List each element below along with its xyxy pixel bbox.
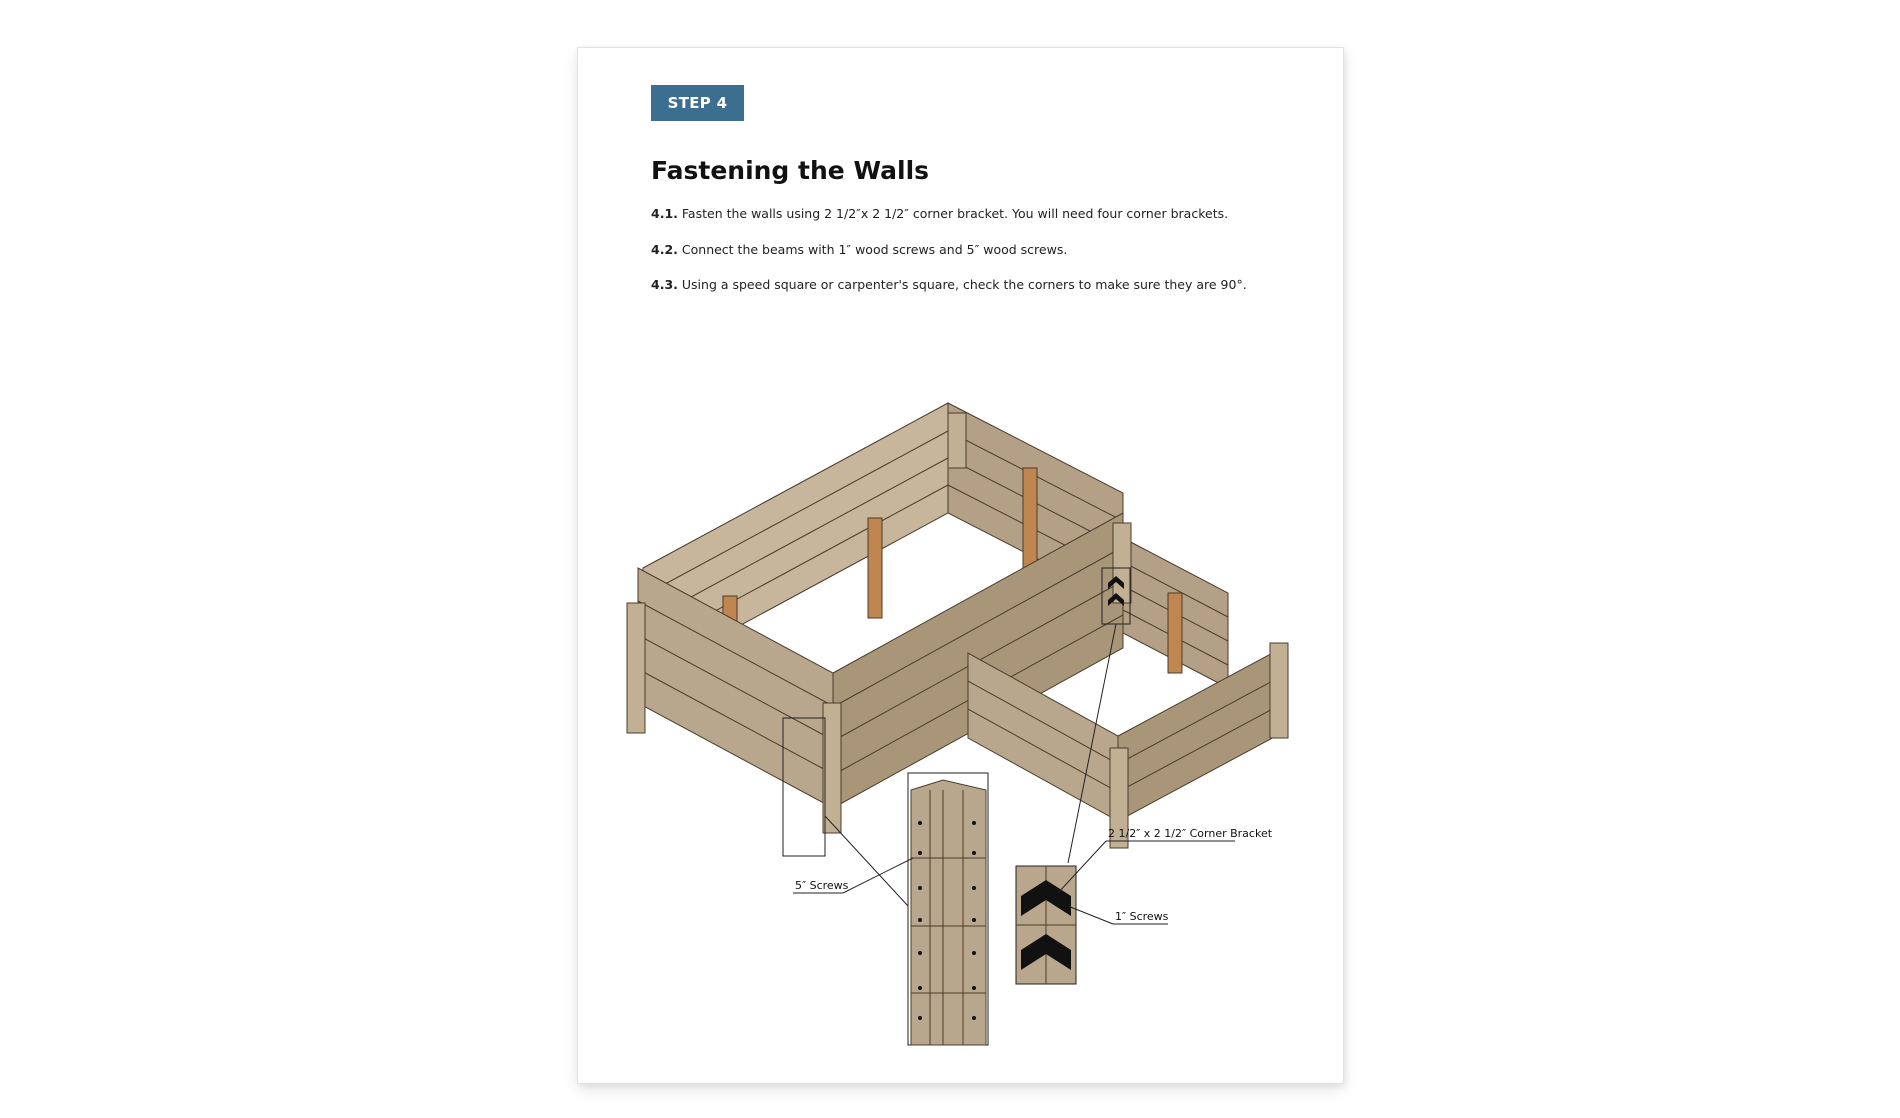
instruction-page bbox=[577, 47, 1344, 1084]
raised-bed-assembly-diagram bbox=[578, 48, 1343, 1083]
instruction-number: 4.1. bbox=[651, 206, 678, 221]
post-screw-detail bbox=[908, 773, 988, 1045]
instruction-text: Fasten the walls using 2 1/2″x 2 1/2″ corner bracket. You will need four corner brackets. bbox=[681, 206, 1229, 221]
step-badge: STEP 4 bbox=[651, 85, 744, 121]
callout-corner-bracket: 2 1/2″ x 2 1/2″ Corner Bracket bbox=[1108, 827, 1273, 840]
instruction-text: Using a speed square or carpenter's square, check the corners to make sure they are 90°. bbox=[681, 277, 1247, 292]
callout-1in-screws: 1″ Screws bbox=[1115, 910, 1169, 923]
callout-5in-screws: 5″ Screws bbox=[795, 879, 849, 892]
instruction-number: 4.3. bbox=[651, 277, 678, 292]
instruction-text: Connect the beams with 1″ wood screws and 5″ wood screws. bbox=[681, 242, 1068, 257]
instruction-number: 4.2. bbox=[651, 242, 678, 257]
page-title: Fastening the Walls bbox=[651, 156, 930, 185]
